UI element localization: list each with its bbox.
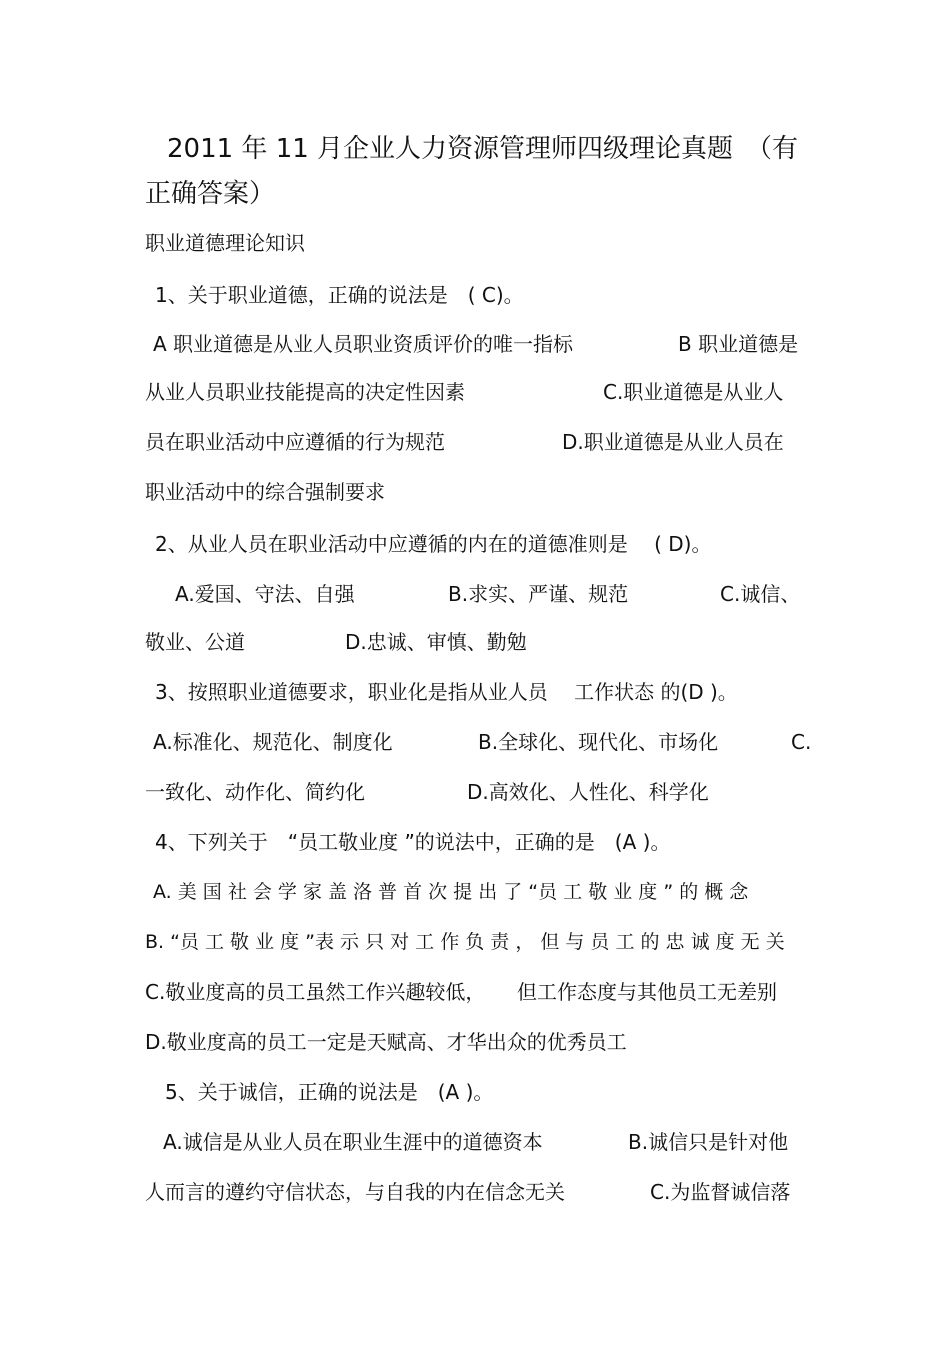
option-c: C.为监督诚信落 (650, 1180, 791, 1204)
option-a: A 职业道德是从业人员职业资质评价的唯一指标 (153, 332, 574, 356)
option-text: 一致化、动作化、简约化 (145, 780, 365, 804)
option-b: B 职业道德是 (678, 332, 799, 356)
option-line (145, 378, 815, 406)
text: 5、关于诚信，正确的说法是 (A )。 (165, 1080, 494, 1104)
option-line (163, 1128, 833, 1156)
text: 2、从业人员在职业活动中应遵循的内在的道德准则是 ( D)。 (155, 532, 712, 556)
option-b: B. “员 工 敬 业 度 ”表 示 只 对 工 作 负 责 ， 但 与 员 工 的 忠 诚 度 无 关 (145, 931, 785, 953)
option-c: C.诚信、 (720, 582, 801, 606)
option-b: B.求实、严谨、规范 (448, 582, 629, 606)
text: 4、下列关于 “员工敬业度 ”的说法中，正确的是 (A )。 (155, 830, 671, 854)
option-line (153, 728, 823, 756)
option-line (175, 580, 845, 608)
option-a: A. 美 国 社 会 学 家 盖 洛 普 首 次 提 出 了 “员 工 敬 业 度 ” 的 概 念 (153, 881, 749, 903)
option-text: 但工作态度与其他员工无差别 (517, 980, 777, 1004)
option-line (145, 1028, 815, 1056)
option-line (145, 1178, 815, 1206)
question-3 (155, 678, 825, 706)
option-a: A.爱国、守法、自强 (175, 582, 355, 606)
question-1 (155, 281, 825, 309)
section-heading: 职业道德理论知识 (145, 231, 305, 255)
option-d: D.职业道德是从业人员在 (562, 430, 784, 454)
option-line (145, 928, 815, 956)
option-d: D.忠诚、审慎、勤勉 (345, 630, 527, 654)
option-c: C.职业道德是从业人 (603, 380, 784, 404)
option-text: 职业活动中的综合强制要求 (145, 480, 385, 504)
option-line (145, 428, 815, 456)
option-d: D.敬业度高的员工一定是天赋高、才华出众的优秀员工 (145, 1030, 627, 1054)
option-b: B.诚信只是针对他 (628, 1130, 789, 1154)
option-a: A.诚信是从业人员在职业生涯中的道德资本 (163, 1130, 543, 1154)
option-line (145, 778, 815, 806)
option-text: 员在职业活动中应遵循的行为规范 (145, 430, 445, 454)
document-title: 2011 年 11 月企业人力资源管理师四级理论真题 （有正确答案） (145, 134, 799, 209)
option-a: A.标准化、规范化、制度化 (153, 730, 393, 754)
option-line (145, 478, 815, 506)
option-text: 从业人员职业技能提高的决定性因素 (145, 380, 465, 404)
option-line (153, 330, 823, 358)
option-c: C. (791, 730, 812, 754)
option-text: 人而言的遵约守信状态，与自我的内在信念无关 (145, 1180, 565, 1204)
text: 3、按照职业道德要求，职业化是指从业人员 工作状态 的(D )。 (155, 680, 738, 704)
option-text: 敬业、公道 (145, 630, 245, 654)
text: 1、关于职业道德，正确的说法是 ( C)。 (155, 283, 524, 307)
option-line (145, 978, 815, 1006)
option-line (145, 628, 815, 656)
question-4 (155, 828, 825, 856)
option-line (153, 878, 823, 906)
option-d: D.高效化、人性化、科学化 (467, 780, 709, 804)
option-b: B.全球化、现代化、市场化 (478, 730, 719, 754)
option-c: C.敬业度高的员工虽然工作兴趣较低， (145, 980, 486, 1004)
question-5 (165, 1078, 835, 1106)
question-2 (155, 530, 825, 558)
